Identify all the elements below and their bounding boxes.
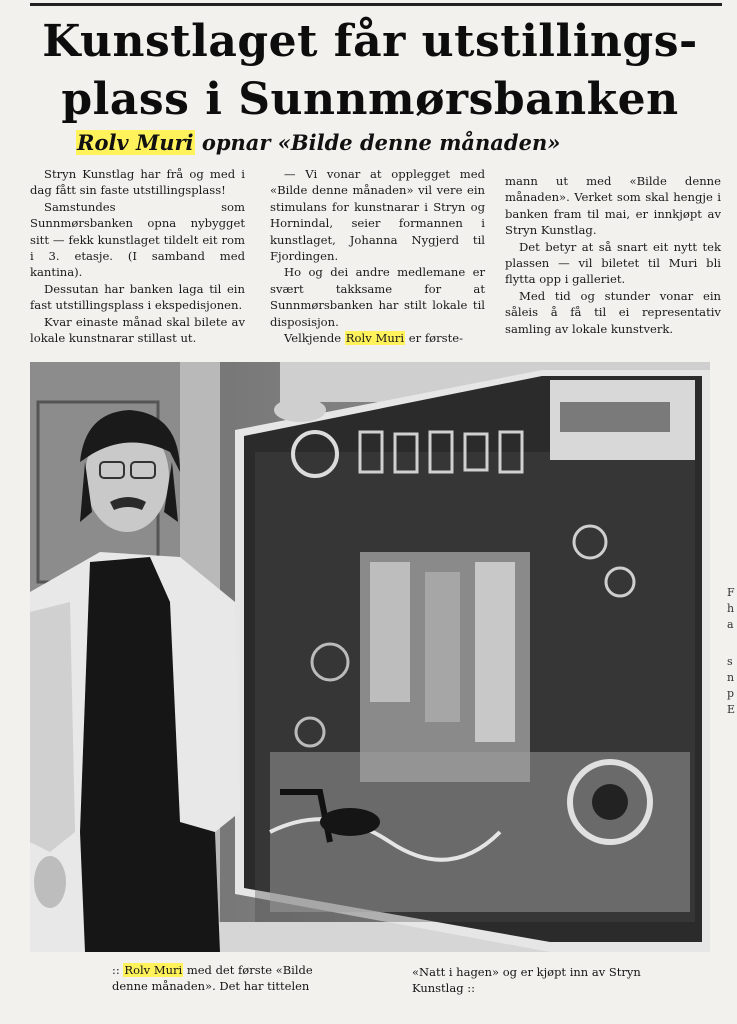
- edge-fragment: p: [727, 687, 735, 700]
- top-rule: [30, 3, 722, 6]
- article-column-1: [30, 166, 245, 346]
- col3-paragraph: Med tid og stunder vonar ein såleis å få til ei representativ samling av lokale kunstverk.: [505, 288, 721, 336]
- edge-fragment: F: [727, 586, 735, 599]
- edge-fragment: h: [727, 602, 735, 615]
- edge-fragment: n: [727, 671, 735, 684]
- col2-paragraph-last: [270, 330, 485, 346]
- col1-paragraph: Stryn Kunstlag har frå og med i dag fått sin faste utstillingsplass!: [30, 167, 245, 198]
- article-column-2: [270, 166, 485, 346]
- subheading: [76, 130, 560, 155]
- painting: [235, 370, 710, 952]
- caption-name-highlight: Rolv Muri: [124, 963, 183, 977]
- col2-paragraph: — Vi vonar at opplegget med «Bilde denne månaden» vil vere ein stimulans for kunstnarar i Stryn og Hornindal, seier formannen i kunstlaget, Johanna Nygjerd til Fjordingen.: [270, 167, 485, 264]
- photo-caption-left: [112, 962, 342, 994]
- col2-last-pre: Velkjende: [284, 331, 345, 346]
- photo-caption-right: «Natt i hagen» og er kjøpt inn av Stryn Kunstlag ::: [412, 965, 641, 995]
- article-column-3: [505, 173, 721, 337]
- col1-paragraph: Samstundes som Sunnmørsbanken opna nybygget sitt — fekk kunstlaget tildelt eit rom i 3. etasje. (I samband med kantina).: [30, 199, 245, 280]
- edge-fragment: a: [727, 618, 734, 631]
- subhead-name-highlight: Rolv Muri: [77, 130, 194, 155]
- headline-line-2: plass i Sunnmørsbanken: [61, 74, 679, 125]
- subhead-text: opnar «Bilde denne månaden»: [194, 130, 561, 155]
- name-highlight: Rolv Muri: [345, 331, 405, 346]
- article-photo: [30, 362, 710, 952]
- headline-line-1: Kunstlaget får utstillings-: [42, 16, 698, 67]
- caption-left-text: med det første «Bilde denne månaden». Det har tittelen: [112, 963, 313, 993]
- caption-prefix: ::: [112, 963, 124, 977]
- col3-paragraph: Det betyr at så snart eit nytt tek plassen — vil biletet til Muri bli flytta opp i galleriet.: [505, 239, 721, 287]
- col1-paragraph: Dessutan har banken laga til ein fast utstillingsplass i ekspedisjonen.: [30, 281, 245, 313]
- col3-paragraph: mann ut med «Bilde denne månaden». Verket som skal hengje i banken fram til mai, er innkjøpt av Stryn Kunstlag.: [505, 174, 721, 238]
- col1-paragraph: Kvar einaste månad skal bilete av lokale kunstnarar stillast ut.: [30, 314, 245, 346]
- edge-fragment: s: [727, 655, 733, 668]
- col2-last-post: er første-: [405, 331, 464, 346]
- photo-illustration: [30, 362, 710, 952]
- edge-fragment: E: [727, 703, 736, 716]
- col2-paragraph: Ho og dei andre medlemane er svært takksame for at Sunnmørsbanken har stilt lokale til disposisjon.: [270, 265, 485, 329]
